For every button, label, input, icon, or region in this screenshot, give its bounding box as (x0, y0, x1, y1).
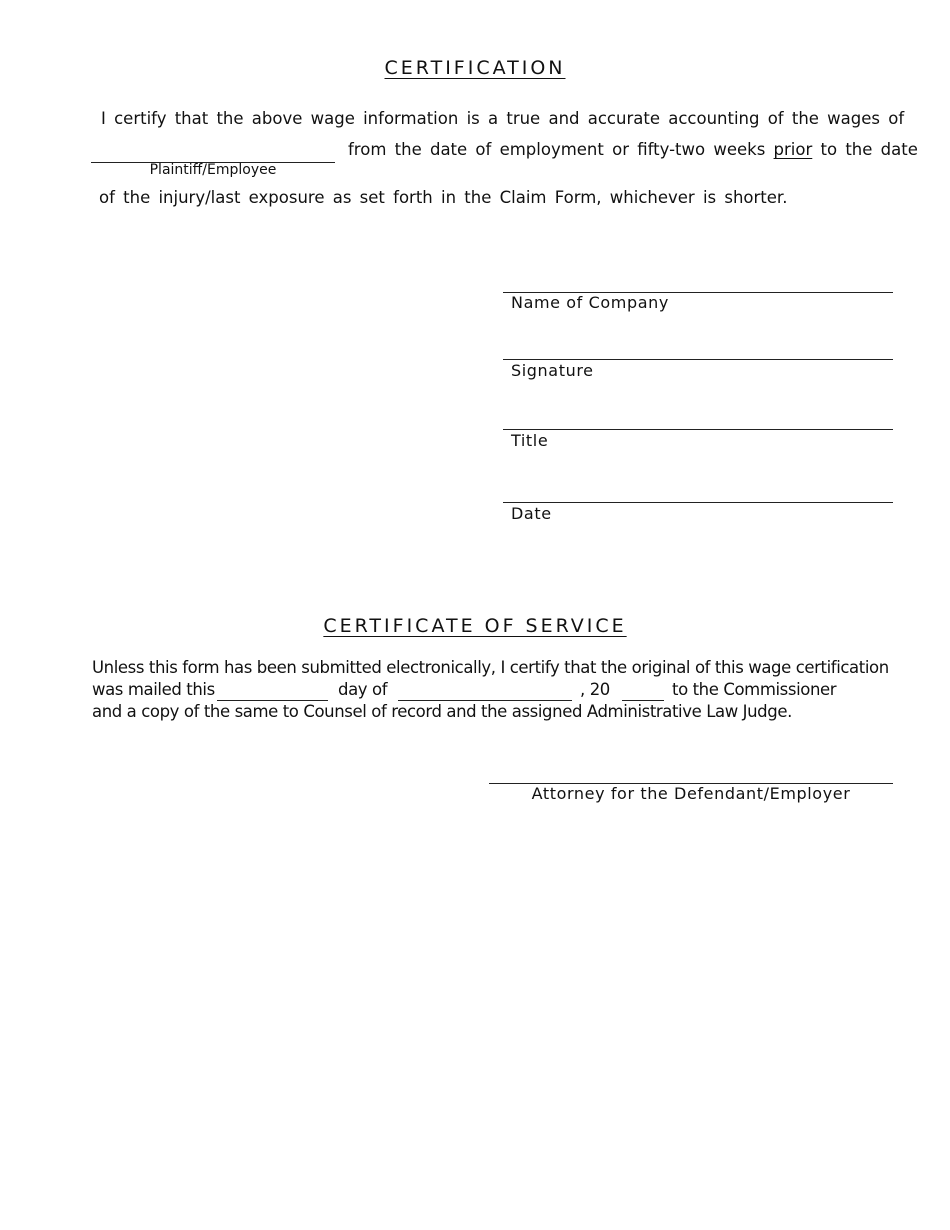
title-field[interactable] (503, 429, 893, 430)
company-name-label: Name of Company (511, 293, 669, 312)
date-label: Date (511, 504, 552, 523)
date-field[interactable] (503, 502, 893, 503)
certificate-of-service-heading: CERTIFICATE OF SERVICE (323, 615, 627, 637)
signature-label: Signature (511, 361, 594, 380)
year-prefix-text: , 20 (580, 680, 610, 699)
day-of-text: day of (338, 680, 388, 699)
line-2-end: to the date (820, 140, 918, 159)
certification-line-3: of the injury/last exposure as set forth in the Claim Form, whichever is shorter. (99, 188, 788, 207)
service-line-1: Unless this form has been submitted electronically, I certify that the original of this wage certification (92, 658, 889, 677)
mailed-this-text: was mailed this (92, 680, 215, 699)
mailed-month-field[interactable] (398, 700, 572, 701)
to-commissioner-text: to the Commissioner (672, 680, 837, 699)
prior-word: prior (773, 140, 813, 159)
certification-line-2 (348, 140, 918, 159)
mailed-year-field[interactable] (622, 700, 664, 701)
plaintiff-employee-label: Plaintiff/Employee (149, 162, 277, 178)
mailed-day-field[interactable] (217, 700, 328, 701)
service-line-3: and a copy of the same to Counsel of record and the assigned Administrative Law Judge. (92, 702, 792, 721)
attorney-label: Attorney for the Defendant/Employer (531, 784, 851, 803)
certification-heading: CERTIFICATION (384, 57, 566, 79)
title-label: Title (511, 431, 549, 450)
signature-field[interactable] (503, 359, 893, 360)
certification-line-1: I certify that the above wage information is a true and accurate accounting of the wages of (101, 109, 905, 128)
line-2-text: from the date of employment or fifty-two weeks (348, 140, 766, 159)
